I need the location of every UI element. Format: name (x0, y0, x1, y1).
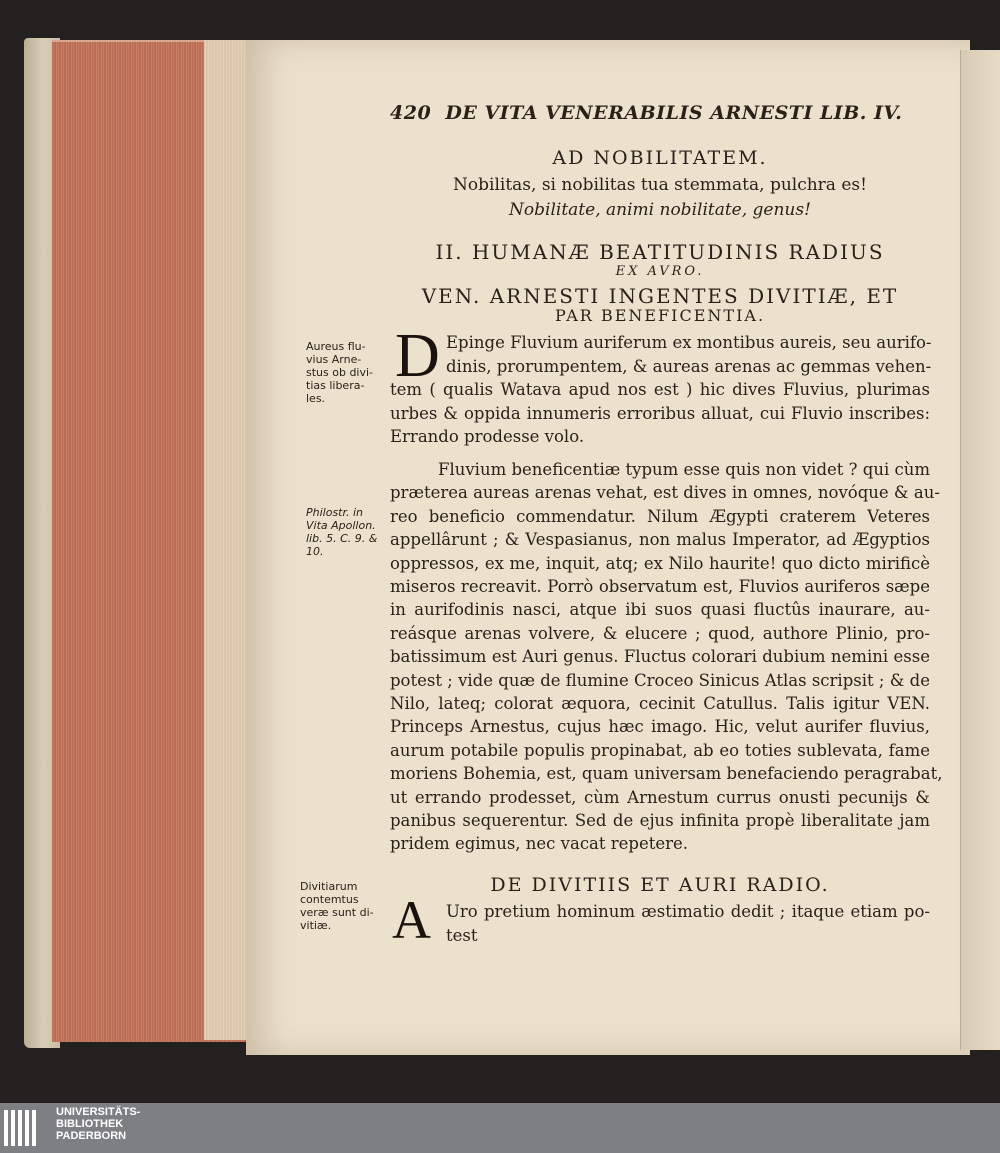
text-line: dinis, prorumpentem, & aureas arenas ac gemmas vehen- (446, 356, 932, 376)
verse-line-1: Nobilitas, si nobilitas tua stemmata, pulchra es! (453, 175, 867, 195)
text-line: reo beneficio commendatur. Nilum Ægypti craterem Veteres (390, 506, 930, 526)
heading-de-divitiis: DE DIVITIIS ET AURI RADIO. (490, 874, 830, 896)
text-line: moriens Bohemia, est, quam universam benefaciendo peragrabat, (390, 764, 943, 784)
margin-note-line: Divitiarum (300, 880, 358, 893)
text-line: oppressos, ex me, inquit, atq; ex Nilo haurite! quo dicto mirificè (390, 553, 930, 573)
text-line: Errando prodesse volo. (390, 427, 585, 446)
text-line: Epinge Fluvium auriferum ex montibus aureis, seu aurifo- (446, 333, 932, 352)
text-line: Nilo, lateq; colorat æquora, cecinit Catullus. Talis igitur VEN. (390, 694, 930, 713)
margin-note-line: tias libera- (306, 379, 365, 392)
text-line: Fluvium beneficentiæ typum esse quis non videt ? qui cùm (438, 460, 930, 479)
running-head (390, 102, 930, 124)
heading-radius: II. HUMANÆ BEATITUDINIS RADIUS (435, 240, 885, 264)
margin-note-line: Philostr. in (306, 506, 364, 519)
text-line: batissimum est Auri genus. Fluctus colorari dubium nemini esse (390, 647, 930, 667)
margin-note-line: vitiæ. (300, 919, 332, 932)
margin-note-divitiarum (300, 880, 374, 932)
running-head-title: DE VITA VENERABILIS ARNESTI LIB. IV. (445, 102, 903, 124)
text-line: test (446, 925, 478, 945)
margin-note-philostr (306, 506, 377, 558)
dropcap-d: D (395, 322, 440, 390)
text-line: pridem egimus, nec vacat repetere. (390, 834, 689, 854)
margin-note-line: contemtus (300, 893, 359, 906)
heading-beneficentia: PAR BENEFICENTIA. (554, 306, 766, 325)
text-line: ut errando prodesset, cùm Arnestum currus onusti pecunijs & (390, 787, 930, 807)
text-line: reásque arenas volvere, & elucere ; quod, authore Plinio, pro- (390, 623, 930, 643)
library-logo-icon (4, 1110, 48, 1146)
text-line: Uro pretium hominum æstimatio dedit ; itaque etiam po- (446, 902, 930, 921)
text-line: Princeps Arnestus, cujus hæc imago. Hic, velut aurifer fluvius, (390, 717, 930, 737)
margin-note-line: Aureus flu- (306, 340, 366, 353)
margin-note-line: lib. 5. C. 9. & (306, 532, 378, 545)
text-line: urbes & oppida innumeris erroribus alluat, cui Fluvio inscribes: (390, 403, 930, 423)
text-line: in aurifodinis nasci, atque ibi suos quasi fluctûs inaurare, au- (390, 600, 930, 620)
margin-note-line: veræ sunt di- (300, 906, 374, 919)
text-line: miseros recreavit. Porrò observatum est, Fluvios auriferos sæpe (390, 577, 930, 596)
text-line: præterea aureas arenas vehat, est dives in omnes, novóque & au- (390, 483, 940, 503)
margin-note-aureus (306, 340, 373, 405)
margin-note-line: Vita Apollon. (306, 519, 376, 532)
heading-radius-sub: EX AVRO. (615, 264, 705, 279)
text-line: panibus sequerentur. Sed de ejus infinita propè liberalitate jam (390, 811, 930, 830)
margin-note-line: stus ob divi- (306, 366, 374, 379)
text-line: tem ( qualis Watava apud nos est ) hic dives Fluvius, plurimas (390, 380, 930, 399)
page-number: 420 (390, 102, 432, 124)
margin-note-line: vius Arne- (306, 353, 362, 366)
heading-ad-nobilitatem: AD NOBILITATEM. (552, 147, 768, 169)
margin-note-line: 10. (306, 545, 324, 558)
text-line: appellârunt ; & Vespasianus, non malus Imperator, ad Ægyptios (390, 530, 930, 550)
margin-note-line: les. (306, 392, 326, 405)
dropcap-a: A (392, 890, 431, 950)
text-line: potest ; vide quæ de flumine Croceo Sinicus Atlas scripsit ; & de (390, 670, 930, 690)
verse-line-2: Nobilitate, animi nobilitate, genus! (509, 200, 811, 220)
library-logo-text: UNIVERSITÄTS- BIBLIOTHEK PADERBORN (56, 1106, 141, 1142)
heading-divitiae: VEN. ARNESTI INGENTES DIVITIÆ, ET (421, 284, 899, 308)
library-footer-bar (0, 1103, 1000, 1153)
right-page-edge (960, 50, 1000, 1050)
text-line: aurum potabile populis propinabat, ab eo toties sublevata, fame (390, 740, 930, 760)
